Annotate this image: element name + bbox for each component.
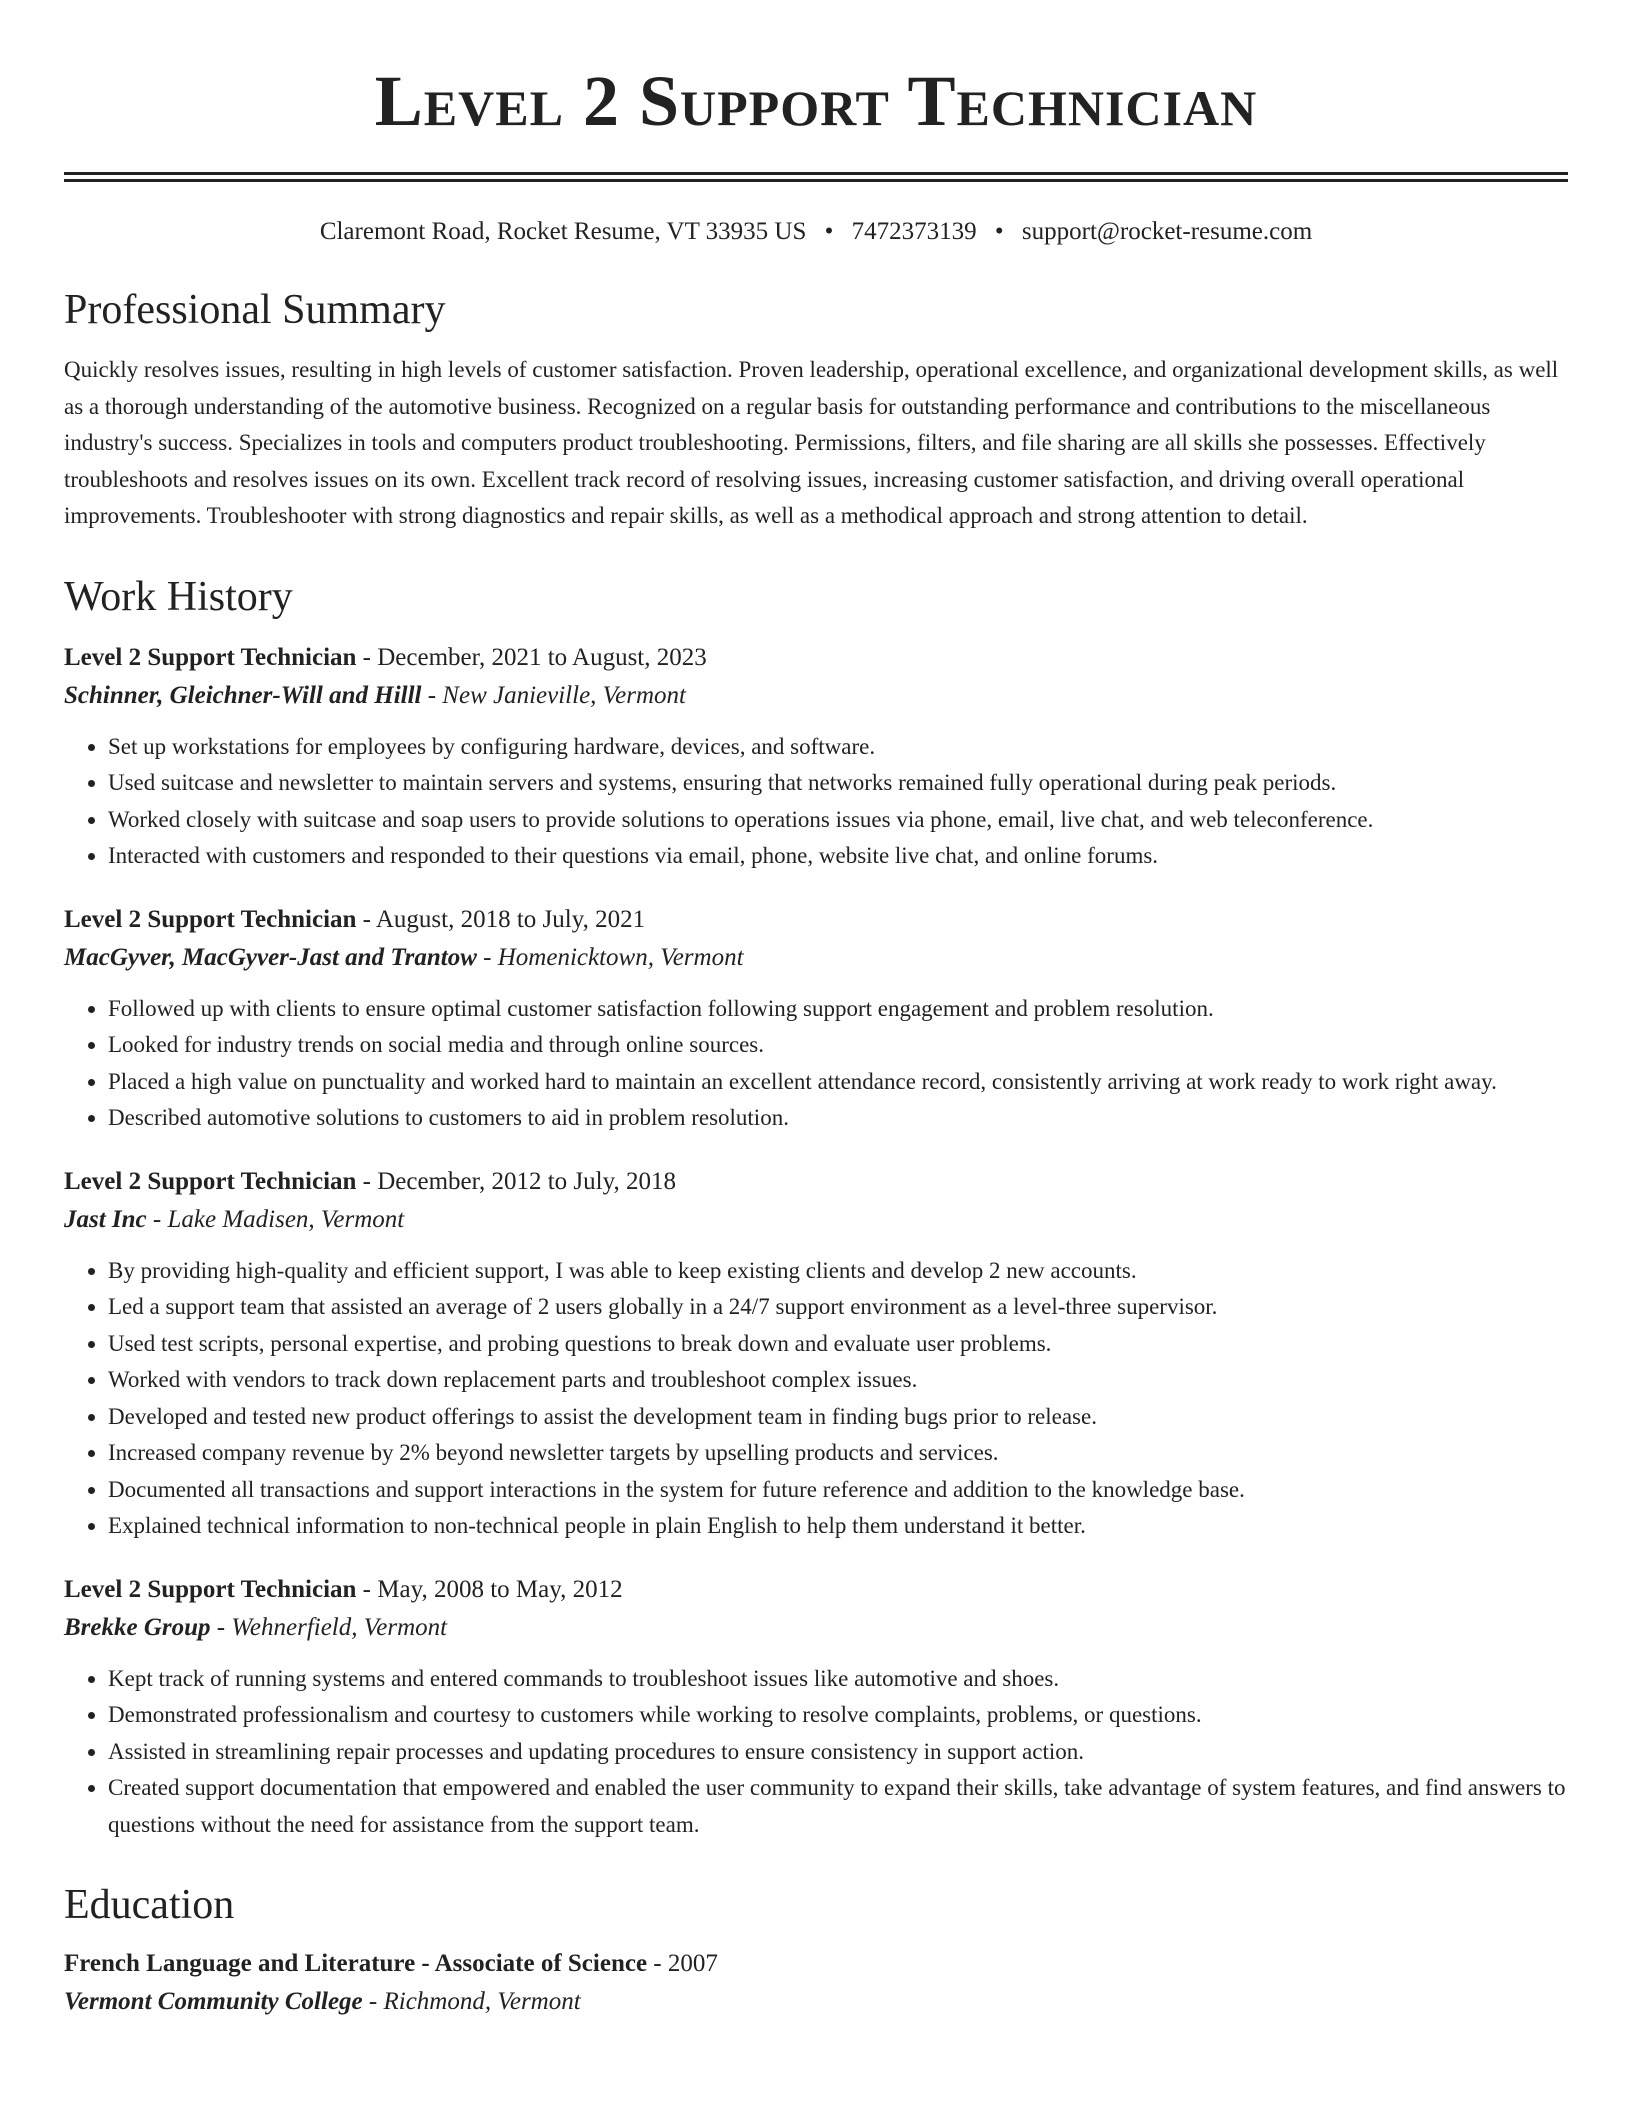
job-dates: - December, 2021 to August, 2023 — [356, 643, 707, 671]
job-bullet: • Looked for industry trends on social media and through online sources. — [108, 1027, 1568, 1064]
school-name: Vermont Community College — [64, 1988, 363, 2015]
company-name: Jast Inc — [64, 1205, 147, 1233]
job-bullet: • Used suitcase and newsletter to maintain servers and systems, ensuring that networks remained fully operational during peak periods. — [108, 765, 1568, 802]
job-bullet: • Documented all transactions and support interactions in the system for future reference and addition to the knowledge base. — [108, 1472, 1568, 1509]
job-entry — [64, 901, 1568, 1137]
job-dates: - May, 2008 to May, 2012 — [356, 1575, 623, 1603]
job-bullet: • Described automotive solutions to customers to aid in problem resolution. — [108, 1100, 1568, 1137]
title-divider — [64, 172, 1568, 182]
job-title-line — [64, 1571, 1568, 1609]
job-bullets — [64, 991, 1568, 1137]
job-dates: - December, 2012 to July, 2018 — [356, 1167, 676, 1195]
job-title: Level 2 Support Technician — [64, 1167, 357, 1195]
company-line — [64, 1201, 1568, 1239]
job-title: Level 2 Support Technician — [64, 905, 357, 933]
job-bullet: • Worked with vendors to track down replacement parts and troubleshoot complex issues. — [108, 1362, 1568, 1399]
job-bullet: • Developed and tested new product offerings to assist the development team in finding bugs prior to release. — [108, 1399, 1568, 1436]
contact-address: Claremont Road, Rocket Resume, VT 33935 US — [319, 218, 807, 245]
company-line — [64, 1609, 1568, 1647]
job-title-line — [64, 1163, 1568, 1201]
job-bullet: • Assisted in streamlining repair processes and updating procedures to ensure consistency in support action. — [108, 1734, 1568, 1771]
contact-separator: • — [824, 218, 834, 245]
company-location: - Lake Madisen, Vermont — [146, 1205, 405, 1233]
job-bullet: • Worked closely with suitcase and soap users to provide solutions to operations issues via phone, email, live chat, and web teleconference. — [108, 802, 1568, 839]
company-name: Brekke Group — [64, 1613, 211, 1641]
job-bullet: • Set up workstations for employees by configuring hardware, devices, and software. — [108, 729, 1568, 766]
job-bullet: • Interacted with customers and responded to their questions via email, phone, website live chat, and online forums. — [108, 838, 1568, 875]
job-bullets — [64, 1661, 1568, 1844]
job-bullet: • Kept track of running systems and entered commands to troubleshoot issues like automotive and shoes. — [108, 1661, 1568, 1698]
job-bullet: • Explained technical information to non-technical people in plain English to help them understand it better. — [108, 1508, 1568, 1545]
summary-text: Quickly resolves issues, resulting in high levels of customer satisfaction. Proven leadership, operational excellence, and organizational development skills, as well as a thorough understanding of the automotive business. Recognized on a regular basis for outstanding performance and contributions to the miscellaneous industry's success. Specializes in tools and computers product troubleshooting. Permissions, filters, and file sharing are all skills she possesses. Effectively troubleshoots and resolves issues on its own. Excellent track record of resolving issues, increasing customer satisfaction, and driving overall operational improvements. Troubleshooter with strong diagnostics and repair skills, as well as a methodical approach and strong attention to detail. — [64, 357, 1559, 528]
contact-separator: • — [994, 218, 1004, 245]
resume-title: Level 2 Support Technician — [374, 61, 1258, 141]
contact-phone: 7472373139 — [851, 218, 977, 245]
company-location: - Homenicktown, Vermont — [476, 943, 744, 971]
company-location: - Wehnerfield, Vermont — [210, 1613, 448, 1641]
contact-line — [64, 216, 1568, 248]
company-line — [64, 939, 1568, 977]
school-line — [64, 1983, 1568, 2021]
work-history-heading: Work History — [64, 573, 293, 620]
job-title-line — [64, 901, 1568, 939]
job-entry — [64, 1571, 1568, 1844]
degree-name: French Language and Literature - Associate of Science — [64, 1950, 648, 1977]
job-title: Level 2 Support Technician — [64, 643, 357, 671]
company-name: Schinner, Gleichner-Will and Hilll — [64, 681, 422, 709]
company-location: - New Janieville, Vermont — [421, 681, 686, 709]
job-bullet: • Placed a high value on punctuality and worked hard to maintain an excellent attendance record, consistently arriving at work ready to work right away. — [108, 1064, 1568, 1101]
job-bullets — [64, 1253, 1568, 1545]
job-dates: - August, 2018 to July, 2021 — [356, 905, 646, 933]
job-title: Level 2 Support Technician — [64, 1575, 357, 1603]
job-bullet: • Used test scripts, personal expertise, and probing questions to break down and evaluate user problems. — [108, 1326, 1568, 1363]
education-heading: Education — [64, 1882, 235, 1928]
company-line — [64, 677, 1568, 715]
contact-email: support@rocket-resume.com — [1021, 218, 1313, 245]
degree-line — [64, 1945, 1568, 1983]
job-bullet: • Led a support team that assisted an average of 2 users globally in a 24/7 support environment as a level-three supervisor. — [108, 1289, 1568, 1326]
job-title-line — [64, 639, 1568, 677]
degree-year: - 2007 — [647, 1950, 718, 1977]
job-bullets — [64, 729, 1568, 875]
job-bullet: • Followed up with clients to ensure optimal customer satisfaction following support engagement and problem resolution. — [108, 991, 1568, 1028]
company-name: MacGyver, MacGyver-Jast and Trantow — [64, 943, 477, 971]
summary-heading: Professional Summary — [64, 287, 446, 333]
job-entry — [64, 1163, 1568, 1545]
job-bullet: • Demonstrated professionalism and courtesy to customers while working to resolve complaints, problems, or questions. — [108, 1697, 1568, 1734]
job-entry — [64, 639, 1568, 875]
education-entry — [64, 1945, 1568, 2021]
school-location: - Richmond, Vermont — [362, 1988, 581, 2015]
job-bullet: • Created support documentation that empowered and enabled the user community to expand their skills, take advantage of system features, and find answers to questions without the need for assistance from the support team. — [108, 1770, 1568, 1843]
job-bullet: • Increased company revenue by 2% beyond newsletter targets by upselling products and services. — [108, 1435, 1568, 1472]
job-bullet: • By providing high-quality and efficient support, I was able to keep existing clients and develop 2 new accounts. — [108, 1253, 1568, 1290]
